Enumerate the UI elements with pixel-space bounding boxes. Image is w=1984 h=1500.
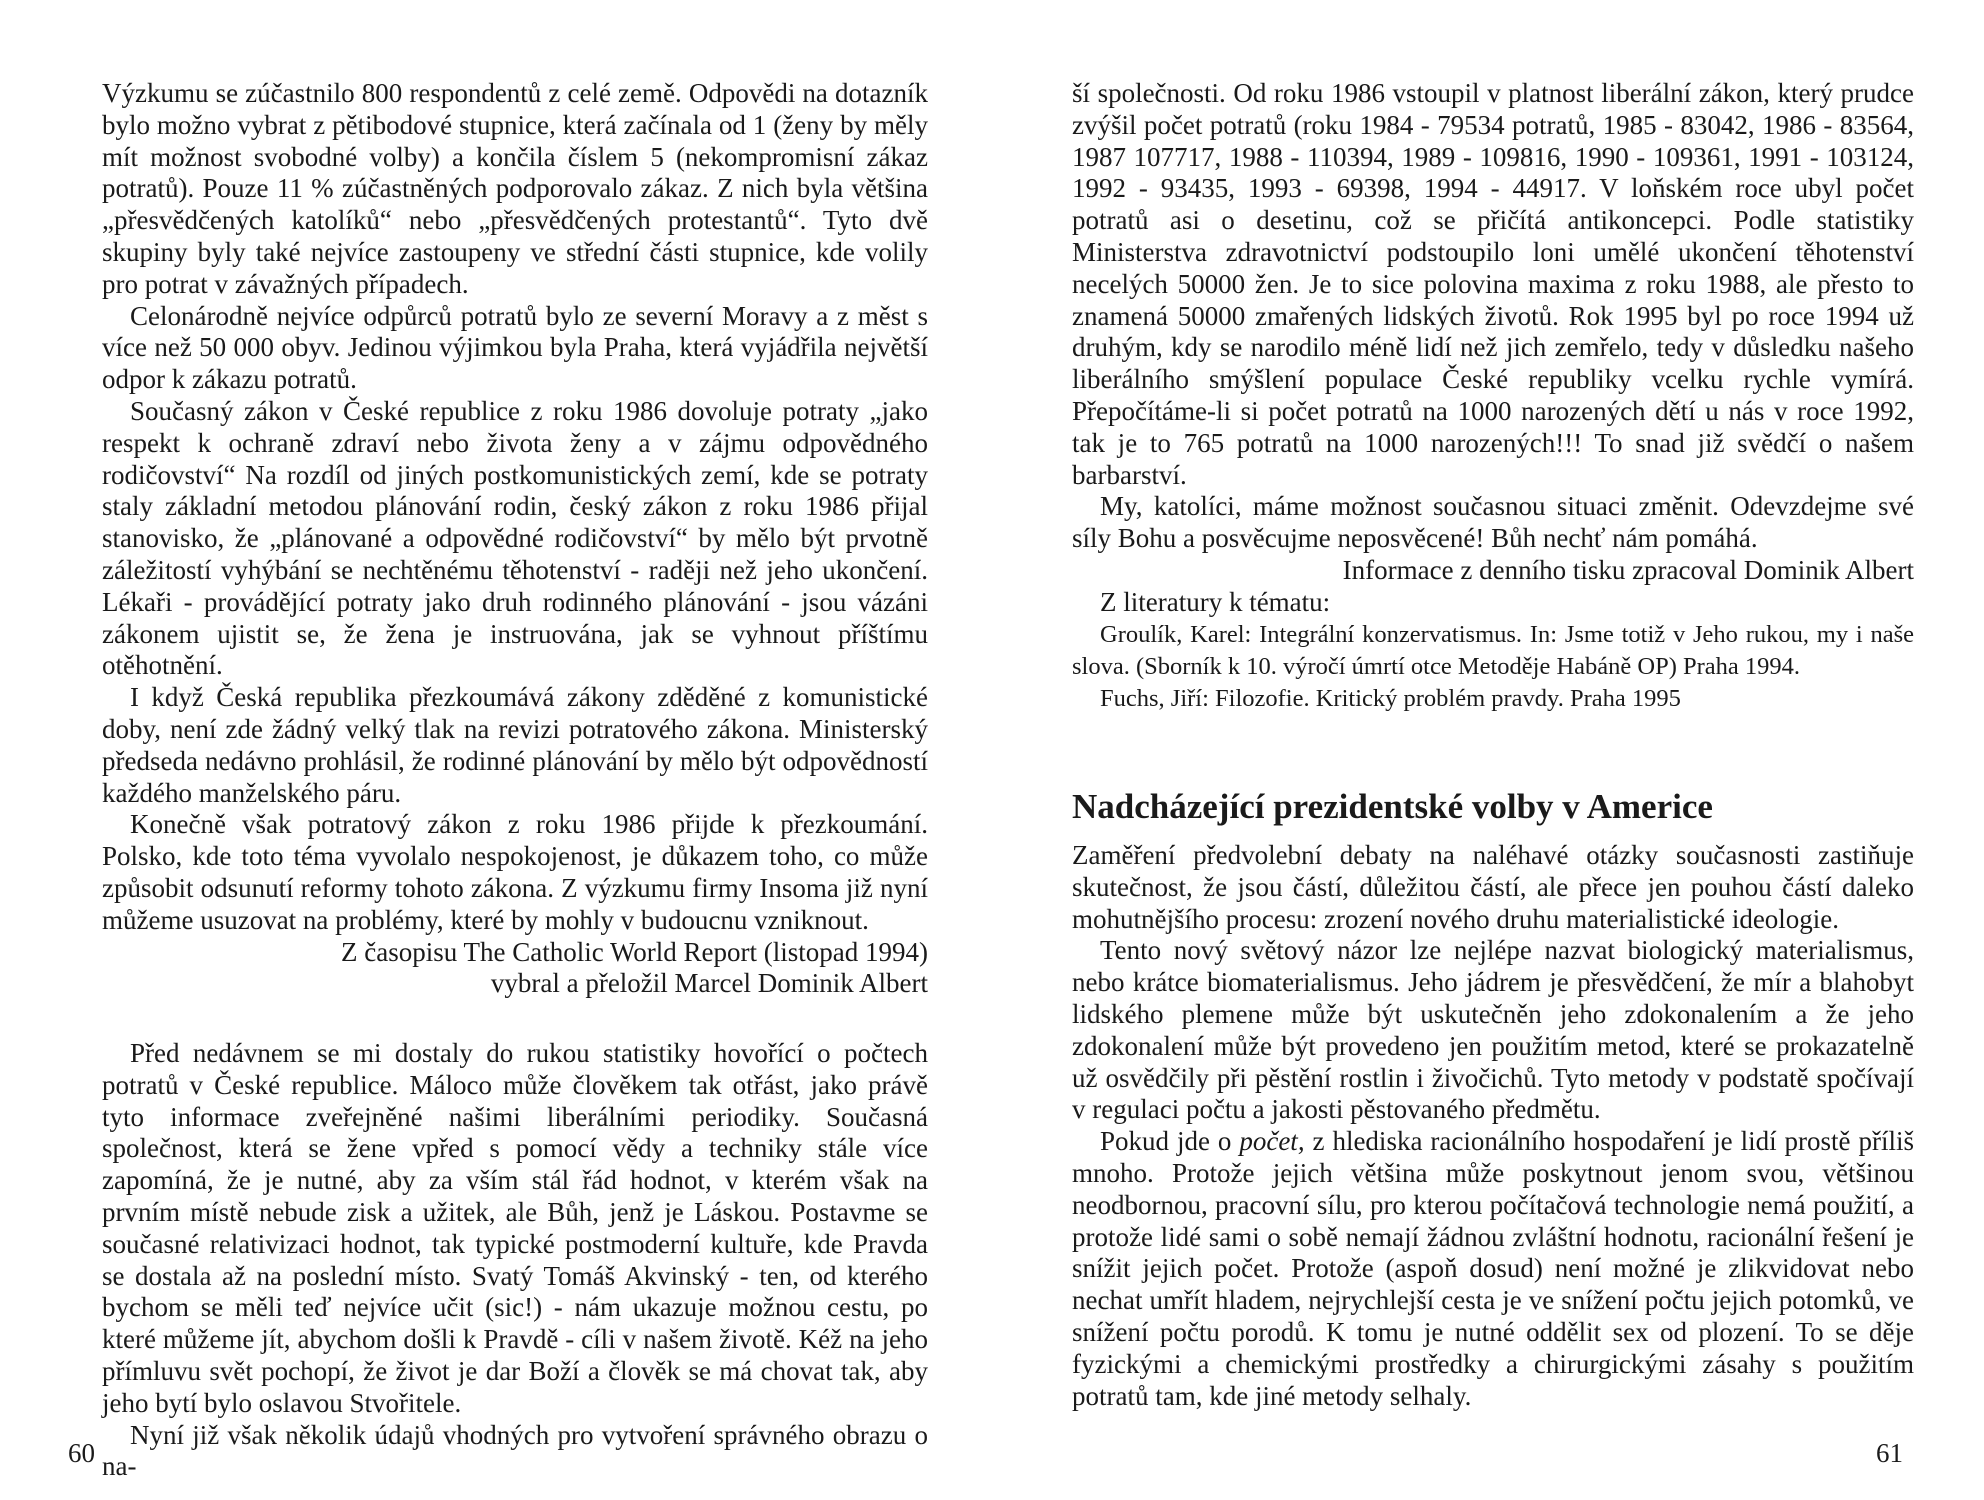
paragraph: My, katolíci, máme možnost současnou situaci změnit. Odevzdejme své síly Bohu a posvěcujme neposvěcené! Bůh nechť nám pomáhá.	[1072, 491, 1914, 554]
references-list	[1072, 619, 1914, 715]
page-number-right: 61	[1876, 1438, 1903, 1468]
translator-line: vybral a přeložil Marcel Dominik Albert	[490, 968, 928, 999]
paragraph: Výzkumu se zúčastnilo 800 respondentů z celé země. Odpovědi na dotazník bylo možno vybrat z pětibodové stupnice, která začínala od 1 (ženy by měly mít možnost svobodné volby) a končila číslem 5 (nekompromisní zákaz potratů). Pouze 11 % zúčastněných podporovalo zákaz. Z nich byla většina „přesvědčených katolíků“ nebo „přesvědčených protestantů“. Tyto dvě skupiny byly také nejvíce zastoupeny ve střední části stupnice, kde volily pro potrat v závažných případech.	[102, 78, 928, 299]
signature-line: Informace z denního tisku zpracoval Dominik Albert	[1342, 554, 1914, 585]
paragraph: ší společnosti. Od roku 1986 vstoupil v platnost liberální zákon, který prudce zvýšil počet potratů (roku 1984 - 79534 potratů, 1985 - 83042, 1986 - 83564, 1987 107717, 1988 - 110394, 1989 - 109816, 1990 - 109361, 1991 - 103124, 1992 - 93435, 1993 - 69398, 1994 - 44917. V loňském roce ubyl počet potratů asi o desetinu, což se přičítá antikoncepci. Podle statistiky Ministerstva zdravotnictví podstoupilo loni umělé ukončení těhotenství necelých 50000 žen. Je to sice polovina maxima z roku 1988, ale přesto to znamená 50000 zmařených lidských životů. Rok 1995 byl po roce 1994 už druhým, kdy se narodilo méně lidí než jich zemřelo, tedy v důsledku našeho liberálního smýšlení populace České republiky vcelku rychle vymírá. Přepočítáme-li si počet potratů na 1000 narozených dětí u nás v roce 1992, tak je to 765 potratů na 1000 narozených!!! To snad již svědčí o našem barbarství.	[1072, 78, 1914, 490]
paragraph: Současný zákon v České republice z roku 1986 dovoluje potraty „jako respekt k ochraně zdraví nebo života ženy a v zájmu odpovědného rodičovství“ Na rozdíl od jiných postkomunistických zemí, kde se potraty staly základní metodou plánování rodin, český zákon z roku 1986 přijal stanovisko, že „plánované a odpovědné rodičovství“ by mělo být prvotně záležitostí vyhýbání se nechtěnému těhotenství - raději než jeho ukončení. Lékaři - provádějící potraty jako druh rodinného plánování - jsou vázáni zákonem ujistit se, že žena je instruována, jak se vyhnout příštímu otěhotnění.	[102, 395, 928, 681]
references-title: Z literatury k tématu:	[1100, 586, 1331, 617]
text-run: Pokud jde o	[1100, 1126, 1240, 1157]
left-text-block-1	[102, 78, 928, 1000]
right-text-block-1	[1072, 78, 1914, 715]
article-heading: Nadcházející prezidentské volby v Americe	[1072, 787, 1713, 826]
text-run: z hlediska racionálního hospodaření je lidí prostě příliš mnoho. Protože jejich většina může poskytnout jenom svou, většinou neodbornou, pracovní sílu, pro kterou počítačová technologie nemá použití, a protože lidé sami o sobě nemají žádnou zvláštní hodnotu, racionální řešení je snížit jejich počet. Protože (aspoň dosud) není možné je zlikvidovat nebo nechat umřít hladem, nejrychlejší cesta je ve snížení počtu jejich potomků, ve snížení počtu porodů. K tomu je nutné oddělit sex od plození. To se děje fyzickými a chemickými prostředky a chirurgickými zásahy s použitím potratů tam, kde jiné metody selhaly.	[1072, 1126, 1914, 1411]
page-number-left: 60	[68, 1438, 95, 1468]
right-page	[992, 0, 1984, 1500]
paragraph	[1072, 1126, 1914, 1412]
paragraph: Nyní již však několik údajů vhodných pro vytvoření správného obrazu o na-	[102, 1419, 928, 1482]
paragraph: Zaměření předvolební debaty na naléhavé otázky současnosti zastiňuje skutečnost, že jsou částí, důležitou částí, ale přece jen pouhou částí daleko mohutnějšího procesu: zrození nového druhu materialistické ideologie.	[1072, 840, 1914, 934]
paragraph: Konečně však potratový zákon z roku 1986 přijde k přezkoumání. Polsko, kde toto téma vyvolalo nespokojenost, je důkazem toho, co může způsobit odsunutí reformy tohoto zákona. Z výzkumu firmy Insoma již nyní můžeme usuzovat na problémy, které by mohly v budoucnu vzniknout.	[102, 809, 928, 935]
paragraph: I když Česká republika přezkoumává zákony zděděné z komunistické doby, není zde žádný velký tlak na revizi potratového zákona. Ministerský předseda nedávno prohlásil, že rodinné plánování by mělo být odpovědností každého manželského páru.	[102, 682, 928, 808]
reference-item: Groulík, Karel: Integrální konzervatismus. In: Jsme totiž v Jeho rukou, my i naše slova. (Sborník k 10. výročí úmrtí otce Metoděje Habáně OP) Praha 1994.	[1072, 620, 1914, 680]
right-text-block-2	[1072, 840, 1914, 1412]
paragraph: Před nedávnem se mi dostaly do rukou statistiky hovořící o počtech potratů v České republice. Máloco může člověkem tak otřást, jako právě tyto informace zveřejněné našimi liberálními periodiky. Současná společnost, která se žene vpřed s pomocí vědy a techniky stále více zapomíná, že je nutné, aby za vším stál řád hodnot, v kterém však na prvním místě nebude zisk a užitek, ale Bůh, jenž je Láskou. Postavme se současné relativizaci hodnot, tak typické postmoderní kultuře, kde Pravda se dostala až na poslední místo. Svatý Tomáš Akvinský - ten, od kterého bychom se měli teď nejvíce učit (sic!) - nám ukazuje možnou cestu, po které můžeme jít, abychom došli k Pravdě - cíli v našem životě. Kéž na jeho přímluvu svět pochopí, že život je dar Boží a člověk se má chovat tak, aby jeho bytí bylo oslavou Stvořitele.	[102, 1038, 928, 1418]
emphasis-text: počet,	[1239, 1126, 1305, 1157]
paragraph: Tento nový světový názor lze nejlépe nazvat biologický materialismus, nebo krátce biomaterialismus. Jeho jádrem je přesvědčení, že mír a blahobyt lidského plemene může být uskutečněn jeho zdokonalením a že jeho zdokonalení může být provedeno jen použitím metod, které se prokazatelně už osvědčily při pěstění rostlin i živočichů. Tyto metody v podstatě spočívají v regulaci počtu a jakosti pěstovaného předmětu.	[1072, 935, 1914, 1125]
reference-item: Fuchs, Jiří: Filozofie. Kritický problém pravdy. Praha 1995	[1100, 684, 1681, 712]
left-text-block-2	[102, 1038, 928, 1483]
paragraph: Celonárodně nejvíce odpůrců potratů bylo ze severní Moravy a z měst s více než 50 000 obyv. Jedinou výjimkou byla Praha, která vyjádřila největší odpor k zákazu potratů.	[102, 300, 928, 395]
source-line: Z časopisu The Catholic World Report (listopad 1994)	[341, 936, 928, 967]
